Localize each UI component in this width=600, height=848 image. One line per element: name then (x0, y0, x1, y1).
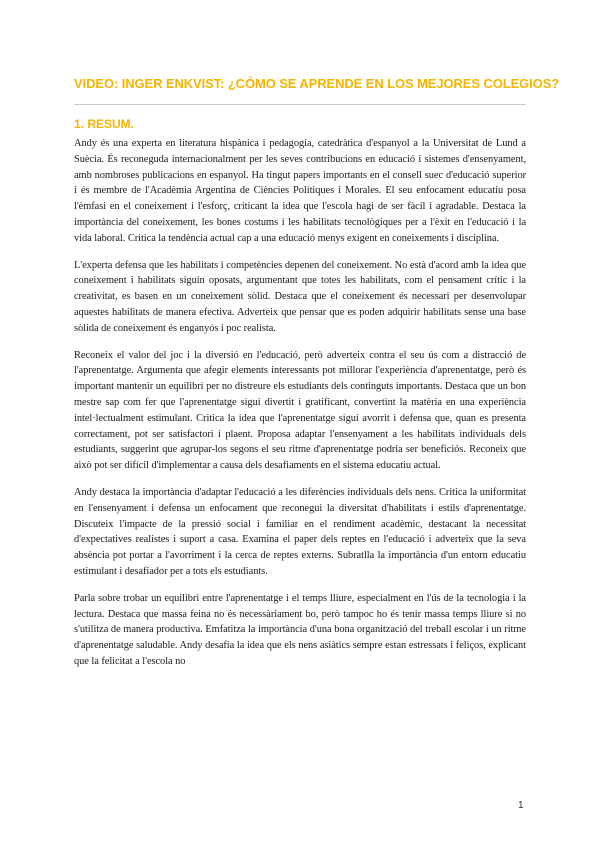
title-divider (74, 104, 526, 105)
summary-body (74, 136, 526, 681)
section-heading: 1. RESUM. (74, 117, 135, 131)
paragraph: Andy destaca la importància d'adaptar l'educació a les diferències individuals dels nens. Critica la uniformitat en l'ensenyament i defensa un enfocament que reconegui la diversitat d'habilitats i estils d'aprenentatge. Discuteix l'impacte de la pressió social i familiar en el rendiment acadèmic, destacant la necessitat d'expectatives realistes i suport a casa. Examina el paper dels reptes en l'educació i adverteix que la seva absència pot portar a l'avorriment i la cerca de reptes externs. Subratlla la importància d'un entorn educatiu estimulant i desafiador per a tots els estudiants. (74, 486, 526, 577)
paragraph: L'experta defensa que les habilitats i competències depenen del coneixement. No està d'acord amb la idea que coneixement i habilitats siguin oposats, argumentant que totes les habilitats, com el pensament crític i la creativitat, es basen en un coneixement sòlid. Destaca que el coneixement és necessari per desenvolupar aquestes habilitats de manera efectiva. Adverteix que pensar que es poden adquirir habilitats sense una base sòlida de coneixement és enganyós i poc realista. (74, 259, 526, 334)
paragraph: Parla sobre trobar un equilibri entre l'aprenentatge i el temps lliure, especialment en l'ús de la tecnologia i la lectura. Destaca que massa feina no és necessàriament bo, però tampoc ho és tenir massa temps lliure si no s'utilitza de manera productiva. Emfatitza la importància d'una bona organització del treball escolar i un ritme d'aprenentatge saludable. Andy desafia la idea que els nens asiàtics sempre estan estressats i feliços, explicant que la felicitat a l'escola no (74, 592, 526, 667)
paragraph: Reconeix el valor del joc i la diversió en l'educació, però adverteix contra el seu ús com a distracció de l'aprenentatge. Argumenta que afegir elements interessants pot millorar l'experiència d'aprenentatge, però és important mantenir un equilibri per no distreure els estudiants dels continguts importants. Destaca que un bon mestre sap com fer que l'aprenentatge sigui divertit i gratificant, convertint la matèria en una experiència intel·lectualment estimulant. Critica la idea que l'aprenentatge sigui avorrit i defensa que, quan es presenta correctament, pot ser satisfactori i plaent. Proposa adaptar l'ensenyament a les habilitats individuals dels estudiants, suggerint que agrupar-los segons el seu ritme d'aprenentatge podria ser beneficiós. Reconeix que això pot ser difícil d'implementar a causa dels desafiaments en el sistema educatiu actual. (74, 349, 526, 472)
paragraph: Andy és una experta en literatura hispànica i pedagogia, catedràtica d'espanyol a la Universitat de Lund a Suècia. És reconeguda internacionalment per les seves contribucions en educació i sistemes d'ensenyament, amb nombroses publicacions en espanyol. Ha tingut papers importants en el consell suec d'educació superior i és membre de l'Acadèmia Argentina de Ciències Polítiques i Morales. El seu enfocament educatiu posa l'èmfasi en el coneixement i l'esforç, criticant la idea que l'escola hagi de ser fàcil i agradable. Destaca la importància del coneixement, les bones costums i les habilitats tecnològiques per a l'èxit en l'educació i la vida laboral. Critica la tendència actual cap a una educació menys exigent en coneixements i disciplina. (74, 138, 526, 244)
document-title: VIDEO: INGER ENKVIST: ¿CÓMO SE APRENDE EN LOS MEJORES COLEGIOS? (74, 76, 560, 91)
page-number: 1 (518, 800, 524, 811)
